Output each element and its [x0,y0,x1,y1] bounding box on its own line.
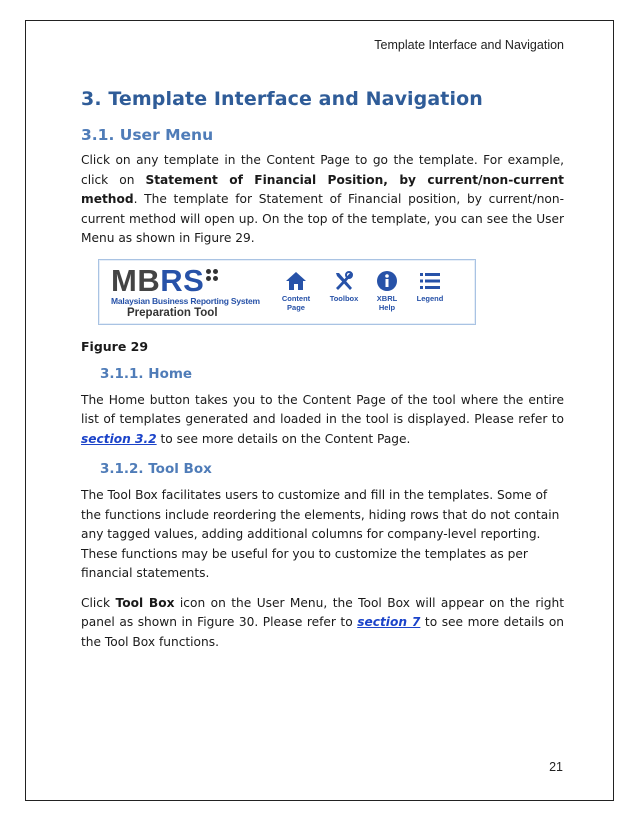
text-run: . The template for Statement of Financial position, by current/non-current method will open up. On the top of the template, you can see the User Menu as shown in Figure 29. [81,192,564,245]
home-paragraph [81,391,564,450]
bold-text-run: Tool Box [115,595,175,610]
logo-dots-icon [206,269,220,283]
subsection-title-home: 3.1.1. Home [100,365,193,382]
figure-caption: Figure 29 [81,338,149,354]
bold-text-run: Statement of Financial Position, by current/non-current method [81,172,564,206]
page-content [81,88,564,652]
content-page-label: Content Page [281,293,311,312]
subsection-title-user-menu: 3.1. User Menu [81,126,214,144]
text-run: to see more details on the Tool Box functions. [81,615,564,649]
tools-icon [332,270,356,292]
logo-subtitle: Malaysian Business Reporting System [111,295,260,306]
logo-text-mb: MB [111,262,161,298]
subsection-title-toolbox: 3.1.2. Tool Box [100,461,212,477]
text-run: The Home button takes you to the Content Page of the tool where the entire list of templates generated and loaded in the tool is displayed. Please refer to [81,392,564,426]
content-page-button[interactable] [271,270,321,312]
user-menu-figure [98,259,476,325]
logo-text-rs: RS [160,262,205,298]
toolbox-paragraph-2 [81,594,564,653]
logo-preparation-tool: Preparation Tool [127,306,218,319]
running-header: Template Interface and Navigation [374,38,564,52]
text-run: Click [81,595,116,610]
toolbox-label: Toolbox [329,293,359,303]
home-icon [284,270,308,292]
section-3-2-link[interactable]: section 3.2 [81,431,157,446]
toolbox-paragraph-1: The Tool Box facilitates users to customize and fill in the templates. Some of the functions include reordering the elements, hiding rows that do not contain any tagged values, adding additional columns for company-level reporting. These functions may be useful for you to customize the templates as per financial statements. [81,488,560,580]
section-title: 3. Template Interface and Navigation [81,88,483,110]
mbrs-logo [111,262,263,319]
section-7-link[interactable]: section 7 [357,615,421,629]
list-icon [418,270,442,292]
text-run: Click on any template in the Content Page to go the template. For example, click on [81,153,564,187]
logo-wordmark [111,262,263,298]
page-number: 21 [549,760,563,774]
legend-button[interactable] [405,270,455,303]
text-run: to see more details on the Content Page. [156,431,411,446]
user-menu-paragraph [81,151,564,249]
legend-label: Legend [416,293,444,303]
xbrl-help-label: XBRL Help [376,293,398,312]
text-run: icon on the User Menu, the Tool Box will appear on the right panel as shown in Figure 30. Please refer to [81,595,565,629]
info-icon [375,270,399,292]
